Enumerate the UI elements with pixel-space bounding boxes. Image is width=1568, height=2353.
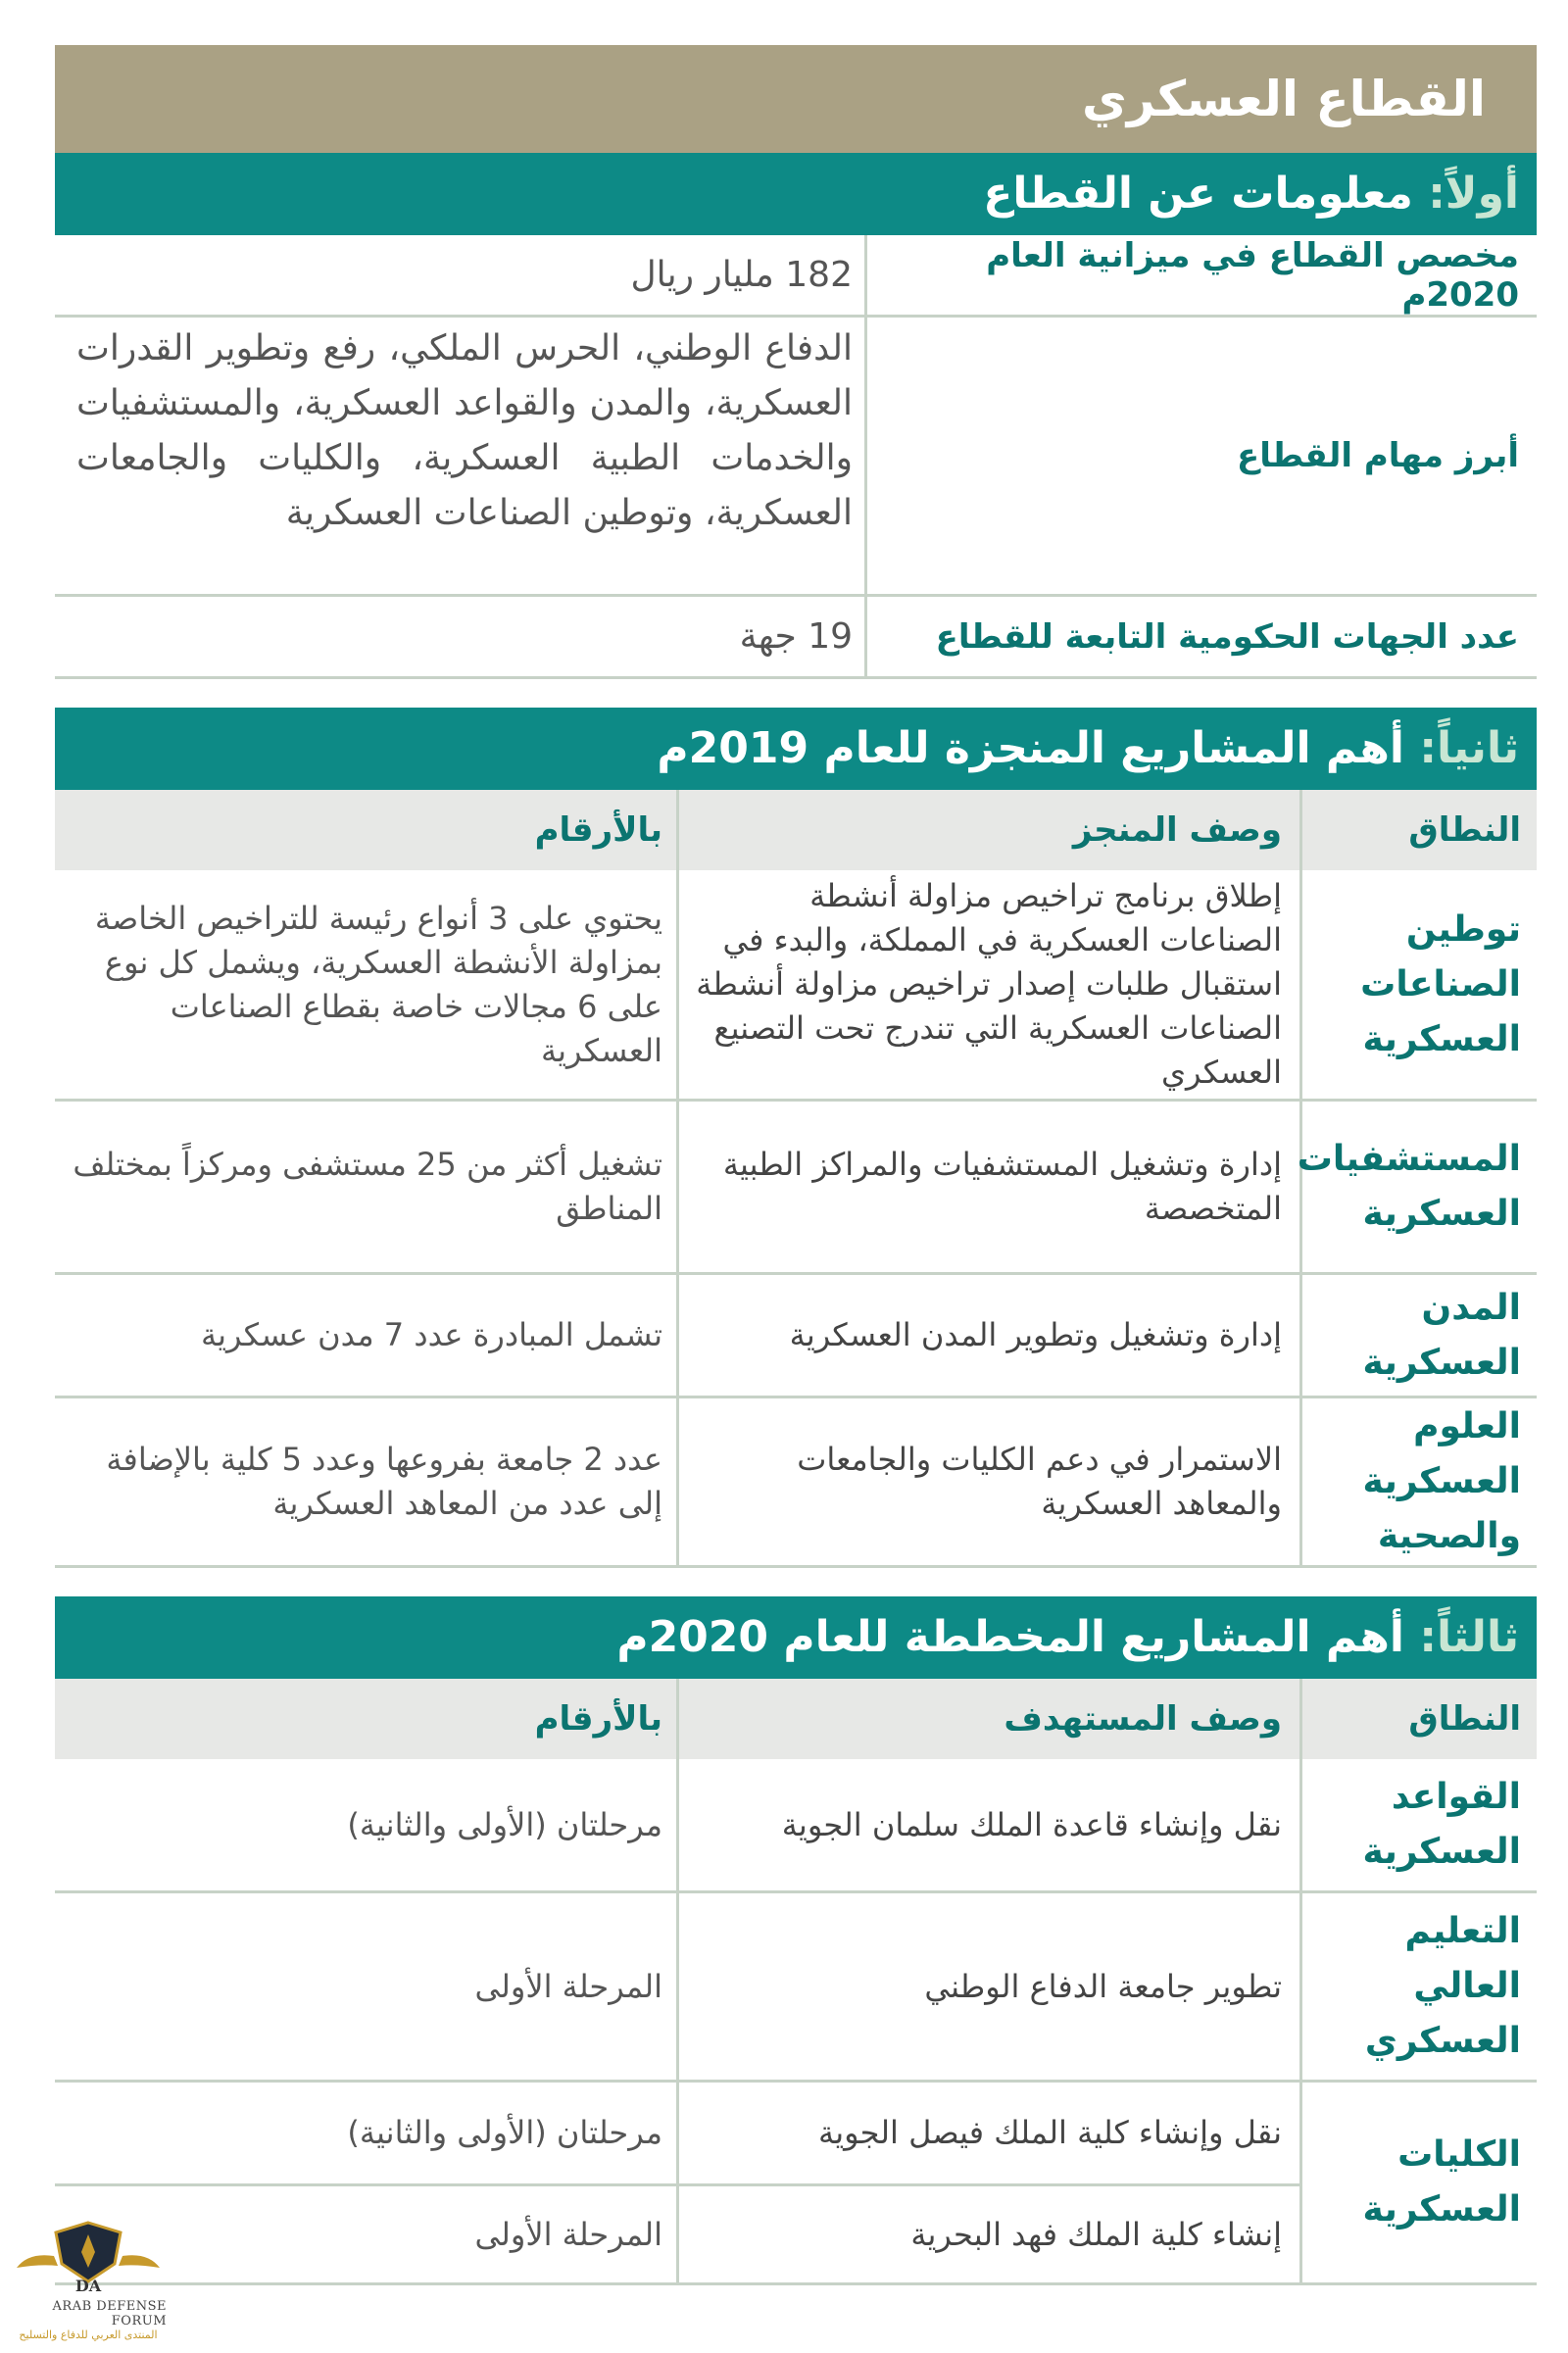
merged-row-group (55, 2083, 1537, 2285)
row-numbers: مرحلتان (الأولى والثانية) (347, 2114, 662, 2151)
row-numbers: المرحلة الأولى (474, 1967, 662, 2005)
row-numbers: مرحلتان (الأولى والثانية) (347, 1805, 662, 1843)
section-achieved-prefix: ثانياً: (1419, 723, 1519, 773)
banner-title: القطاع العسكري (1082, 71, 1486, 127)
row-desc: إنشاء كلية الملك فهد البحرية (676, 2186, 1299, 2282)
row-scope: الكليات العسكرية (1299, 2083, 1537, 2285)
table-row (55, 870, 1537, 1102)
row-desc: نقل وإنشاء كلية الملك فيصل الجوية (676, 2083, 1299, 2183)
column-header-desc: وصف المنجز (676, 790, 1299, 870)
row-scope: القواعد العسكرية (1299, 1759, 1537, 1890)
row-desc: الاستمرار في دعم الكليات والجامعات والمعاهد العسكرية (676, 1398, 1299, 1565)
row-numbers: يحتوي على 3 أنواع رئيسة للتراخيص الخاصة بمزاولة الأنشطة العسكرية، ويشمل كل نوع على 6 مجالات خاصة بقطاع الصناعات العسكرية (94, 899, 662, 1069)
info-row-budget (55, 235, 1537, 318)
info-value: 19 جهة (739, 615, 853, 657)
row-numbers: تشغيل أكثر من 25 مستشفى ومركزاً بمختلف المناطق (73, 1146, 662, 1227)
section-planned-title: أهم المشاريع المخططة للعام 2020م (616, 1612, 1405, 1662)
watermark-title: ARAB DEFENSE FORUM (52, 2299, 167, 2328)
column-header-numbers: بالأرقام (534, 810, 662, 850)
watermark-subtitle: المنتدى العربي للدفاع والتسليح (19, 2328, 158, 2341)
emblem-letters: DA (74, 2277, 102, 2295)
row-numbers: المرحلة الأولى (474, 2215, 662, 2253)
info-value: 182 مليار ريال (630, 254, 853, 295)
document (55, 45, 1537, 2285)
column-header-numbers: بالأرقام (534, 1699, 662, 1739)
row-scope: المستشفيات العسكرية (1299, 1102, 1537, 1272)
row-scope: المدن العسكرية (1299, 1275, 1537, 1396)
info-label: مخصص القطاع في ميزانية العام 2020م (864, 235, 1537, 315)
column-header-scope: النطاق (1299, 1679, 1537, 1759)
table-row (55, 2083, 1299, 2186)
section-achieved-header (55, 708, 1537, 790)
row-desc: تطوير جامعة الدفاع الوطني (676, 1893, 1299, 2080)
planned-column-headers (55, 1679, 1537, 1759)
row-numbers: عدد 2 جامعة بفروعها وعدد 5 كلية بالإضافة إلى عدد من المعاهد العسكرية (106, 1441, 662, 1522)
row-desc: نقل وإنشاء قاعدة الملك سلمان الجوية (676, 1759, 1299, 1890)
info-value: الدفاع الوطني، الحرس الملكي، رفع وتطوير القدرات العسكرية، والمدن والقواعد العسكرية، والمستشفيات والخدمات الطبية العسكرية، والكليات والجامعات العسكرية، وتوطين الصناعات العسكرية (76, 328, 853, 533)
forum-emblem-icon (15, 2217, 162, 2295)
column-header-desc: وصف المستهدف (676, 1679, 1299, 1759)
section-info-header (55, 153, 1537, 235)
info-label: عدد الجهات الحكومية التابعة للقطاع (864, 597, 1537, 676)
table-row (55, 1759, 1537, 1893)
section-achieved-title: أهم المشاريع المنجزة للعام 2019م (657, 723, 1405, 773)
table-row (55, 1275, 1537, 1398)
sector-banner (55, 45, 1537, 153)
section-planned-header (55, 1596, 1537, 1679)
table-row (55, 1102, 1537, 1275)
table-row (55, 1893, 1537, 2083)
section-planned-prefix: ثالثاً: (1419, 1612, 1519, 1662)
row-numbers: تشمل المبادرة عدد 7 مدن عسكرية (200, 1316, 662, 1353)
row-desc: إدارة وتشغيل وتطوير المدن العسكرية (676, 1275, 1299, 1396)
section-info-title: معلومات عن القطاع (983, 169, 1413, 219)
table-row (55, 1398, 1537, 1568)
forum-watermark (10, 2217, 167, 2344)
row-scope: التعليم العالي العسكري (1299, 1893, 1537, 2080)
info-row-tasks (55, 318, 1537, 597)
section-info-prefix: أولاً: (1428, 169, 1519, 219)
table-row (55, 2186, 1299, 2285)
row-scope: توطين الصناعات العسكرية (1299, 870, 1537, 1099)
row-desc: إدارة وتشغيل المستشفيات والمراكز الطبية المتخصصة (676, 1102, 1299, 1272)
info-label: أبرز مهام القطاع (864, 318, 1537, 594)
row-desc: إطلاق برنامج تراخيص مزاولة أنشطة الصناعات العسكرية في المملكة، والبدء في استقبال طلبات إصدار تراخيص مزاولة أنشطة الصناعات العسكرية التي تندرج تحت التصنيع العسكري (676, 870, 1299, 1099)
achieved-column-headers (55, 790, 1537, 870)
row-scope: العلوم العسكرية والصحية (1299, 1398, 1537, 1565)
info-row-entities (55, 597, 1537, 679)
column-header-scope: النطاق (1299, 790, 1537, 870)
